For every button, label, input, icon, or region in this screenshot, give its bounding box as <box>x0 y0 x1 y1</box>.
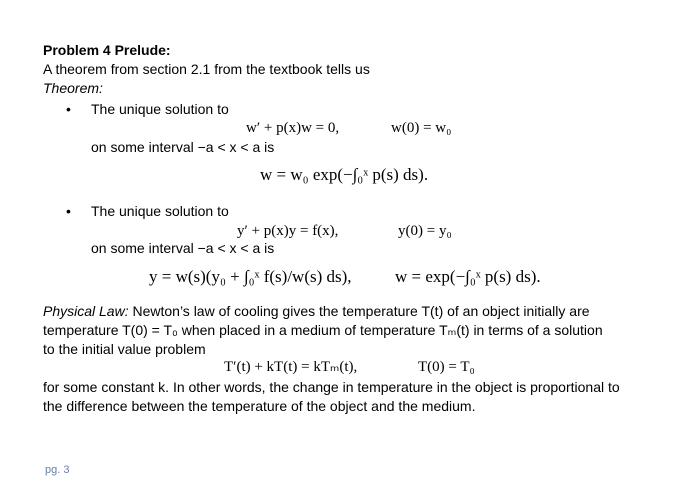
bullet1-initial: w(0) = w₀ <box>391 120 452 136</box>
physical-law-text: Newton’s law of cooling gives the temperature T(t) of an object initially are <box>128 303 590 319</box>
bullet-dot: • <box>66 203 71 219</box>
page-number: pg. 3 <box>45 464 70 476</box>
physical-law-line4: for some constant k. In other words, the change in temperature in the object is proportional to <box>43 379 620 395</box>
bullet2-initial: y(0) = y₀ <box>398 223 452 239</box>
cooling-equation: T′(t) + kT(t) = kTₘ(t), <box>224 359 358 375</box>
bullet2-solution: y = w(s)(y₀ + ∫₀ˣ f(s)/w(s) ds), <box>149 267 352 286</box>
problem-title: Problem 4 Prelude: <box>43 42 171 58</box>
physical-law-line1 <box>43 303 590 320</box>
bullet1-solution: w = w₀ exp(−∫₀ˣ p(s) ds). <box>260 165 429 184</box>
bullet2-w-definition: w = exp(−∫₀ˣ p(s) ds). <box>395 267 541 286</box>
bullet1-equation: w′ + p(x)w = 0, <box>246 120 340 136</box>
bullet2-equation: y′ + p(x)y = f(x), <box>237 223 339 239</box>
cooling-initial: T(0) = T₀ <box>418 359 475 375</box>
bullet2-lead: The unique solution to <box>91 203 229 219</box>
bullet1-interval: on some interval −a < x < a is <box>91 139 275 155</box>
bullet1-lead: The unique solution to <box>91 101 229 117</box>
physical-law-line3: to the initial value problem <box>43 341 206 357</box>
physical-law-line5: the difference between the temperature of the object and the medium. <box>43 398 476 414</box>
bullet2-interval: on some interval −a < x < a is <box>91 240 275 256</box>
physical-law-label: Physical Law: <box>43 303 129 319</box>
theorem-label: Theorem: <box>43 80 103 96</box>
physical-law-line2: temperature T(0) = T₀ when placed in a medium of temperature Tₘ(t) in terms of a solution <box>43 322 603 338</box>
intro-text: A theorem from section 2.1 from the textbook tells us <box>43 61 370 77</box>
bullet-dot: • <box>66 101 71 117</box>
